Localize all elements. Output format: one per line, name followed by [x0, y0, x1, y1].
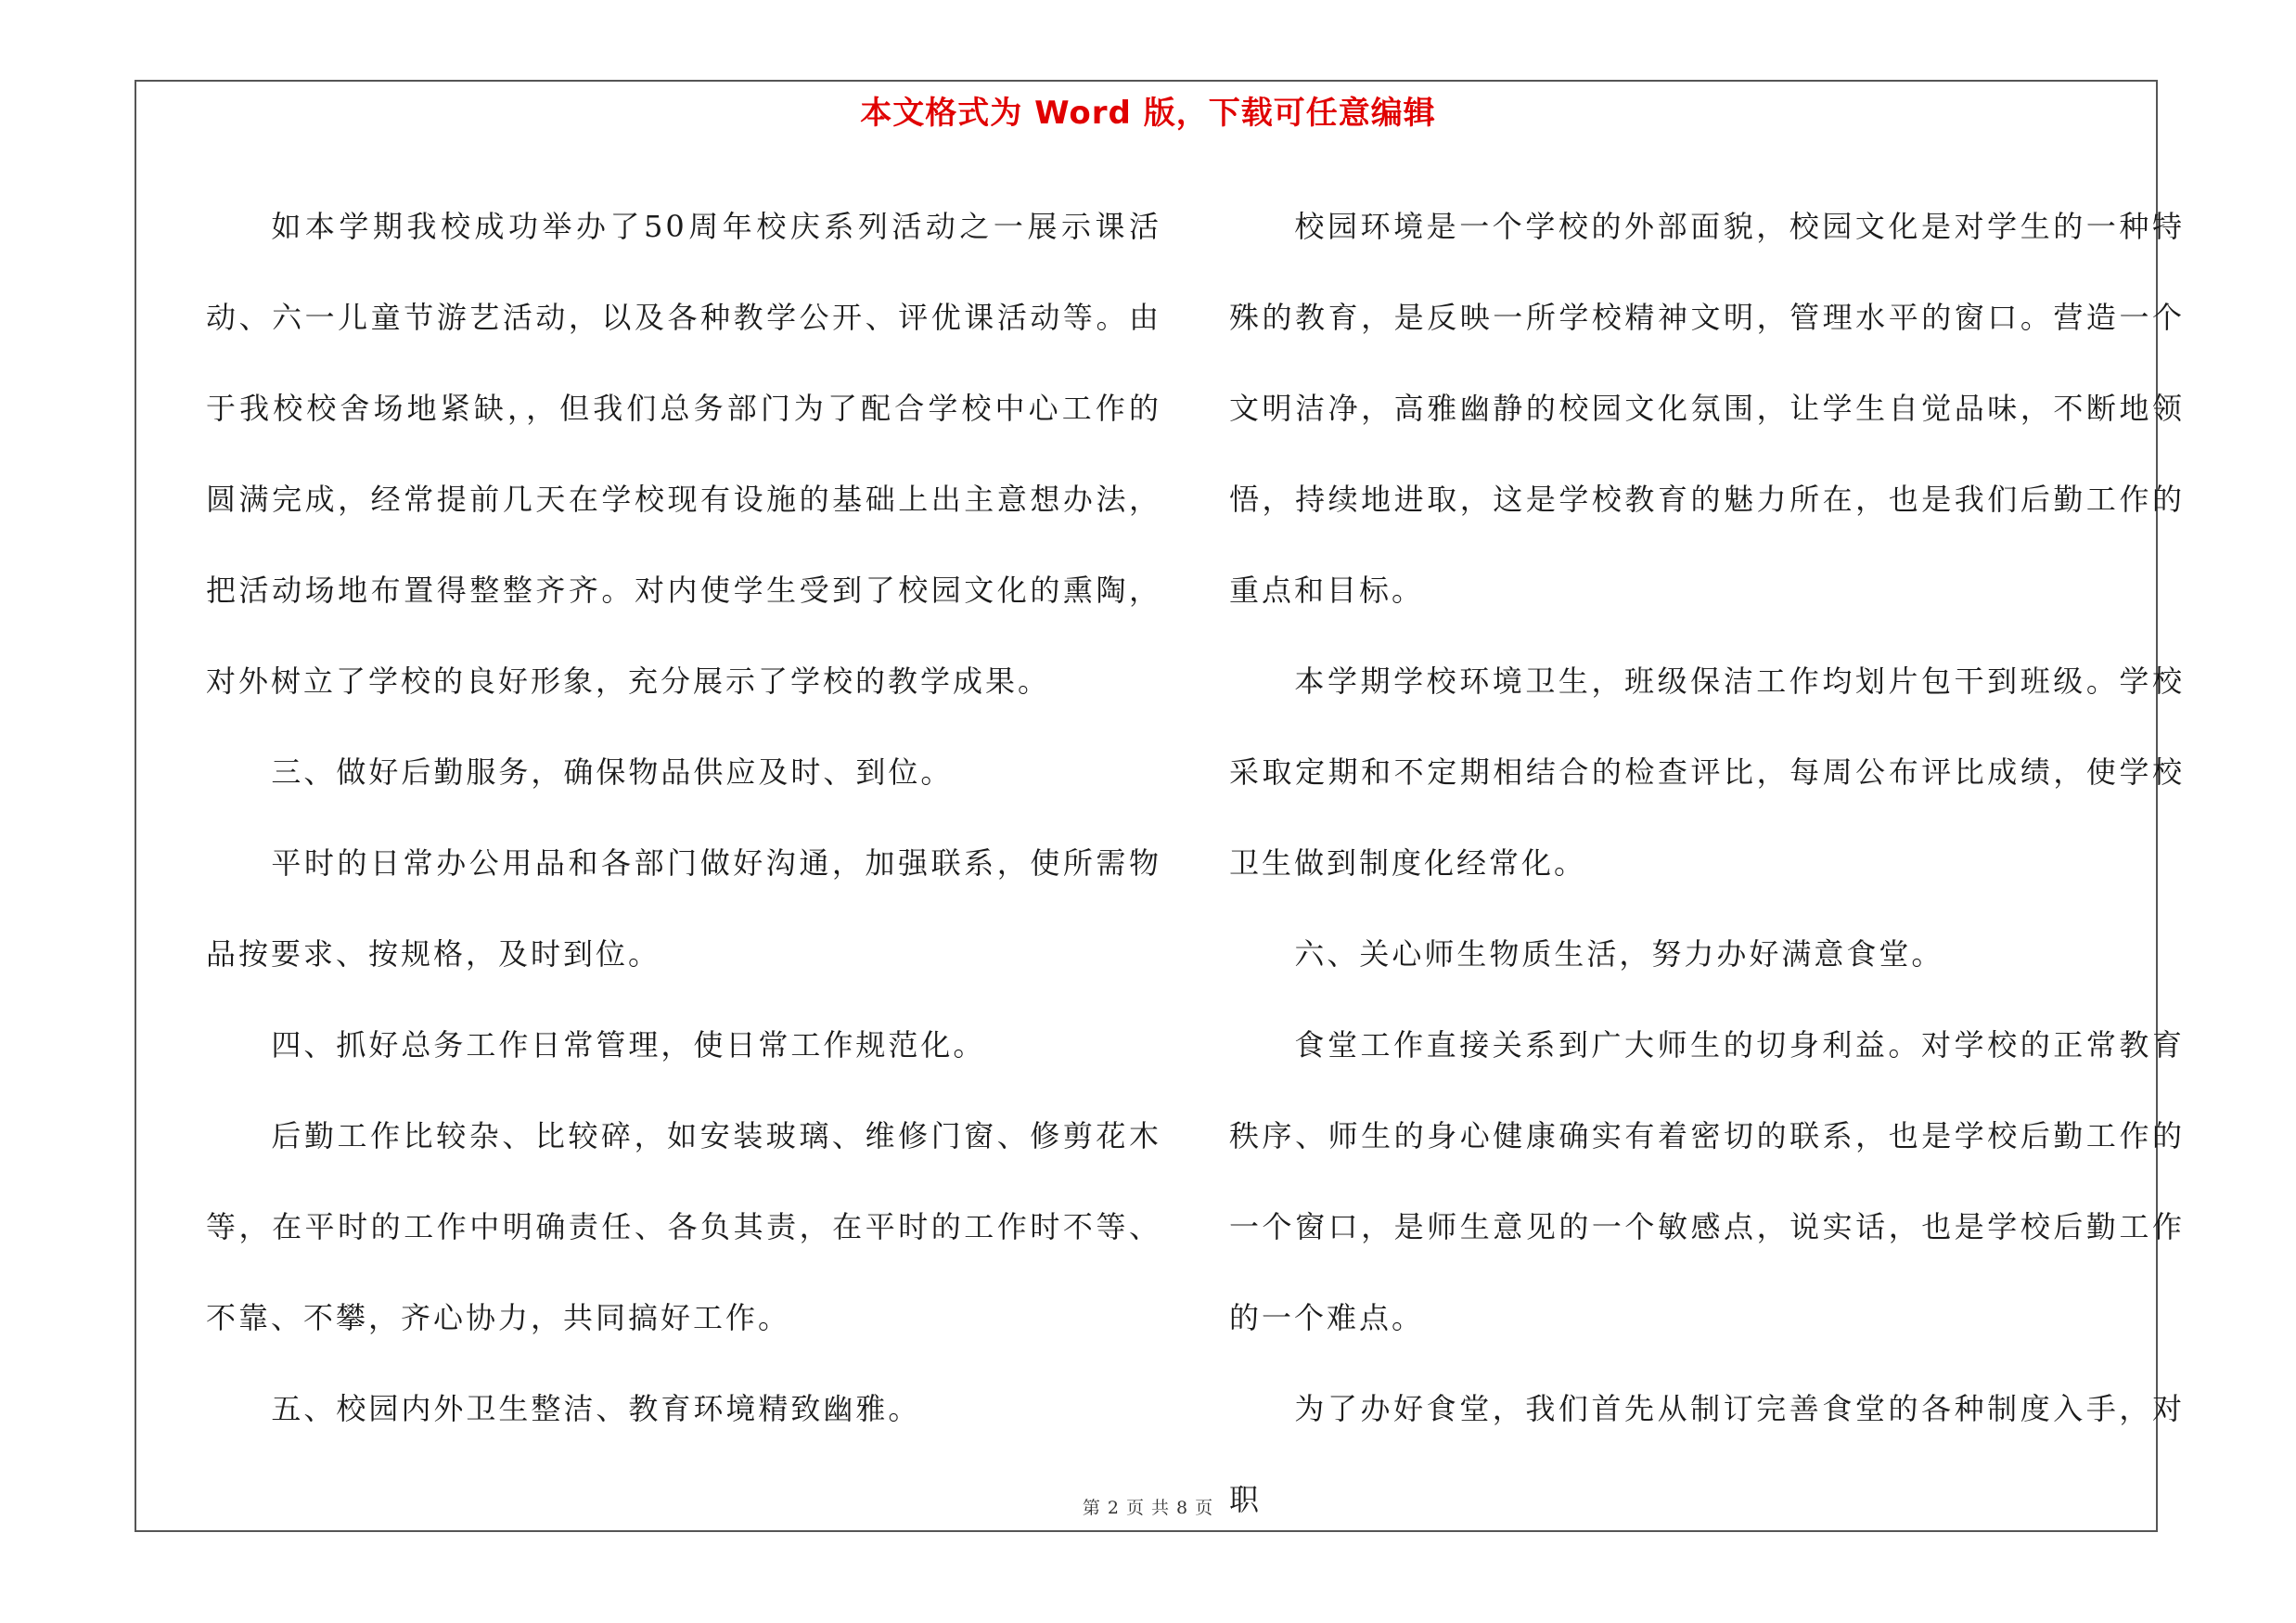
format-banner: 本文格式为 Word 版，下载可任意编辑: [860, 95, 1436, 132]
paragraph: 平时的日常办公用品和各部门做好沟通，加强联系，使所需物品按要求、按规格，及时到位。: [206, 845, 1161, 972]
paragraph: 食堂工作直接关系到广大师生的切身利益。对学校的正常教育秩序、师生的身心健康确实有着密切的联系，也是学校后勤工作的一个窗口，是师生意见的一个敏感点，说实话，也是学校后勤工作的一个难点。: [1229, 1027, 2185, 1335]
section-heading: 五、校园内外卫生整洁、教育环境精致幽雅。: [271, 1391, 921, 1426]
paragraph: 校园环境是一个学校的外部面貌，校园文化是对学生的一种特殊的教育，是反映一所学校精神文明，管理水平的窗口。营造一个文明洁净，高雅幽静的校园文化氛围，让学生自觉品味，不断地领悟，持续地进取，这是学校教育的魅力所在，也是我们后勤工作的重点和目标。: [1229, 209, 2185, 608]
paragraph: 本学期学校环境卫生，班级保洁工作均划片包干到班级。学校采取定期和不定期相结合的检查评比，每周公布评比成绩，使学校卫生做到制度化经常化。: [1229, 663, 2185, 881]
paragraph: 后勤工作比较杂、比较碎，如安装玻璃、维修门窗、修剪花木等，在平时的工作中明确责任、各负其责，在平时的工作时不等、不靠、不攀，齐心协力，共同搞好工作。: [206, 1118, 1161, 1335]
page-number: 第 2 页 共 8 页: [1082, 1498, 1214, 1518]
section-heading: 六、关心师生物质生活，努力办好满意食堂。: [1294, 936, 1944, 972]
section-heading: 三、做好后勤服务，确保物品供应及时、到位。: [271, 754, 954, 790]
section-heading: 四、抓好总务工作日常管理，使日常工作规范化。: [271, 1027, 986, 1063]
paragraph: 为了办好食堂，我们首先从制订完善食堂的各种制度入手，对职: [1229, 1391, 2185, 1517]
right-column: [1229, 181, 2185, 1545]
paragraph: 如本学期我校成功举办了50周年校庆系列活动之一展示课活动、六一儿童节游艺活动，以及各种教学公开、评优课活动等。由于我校校舍场地紧缺，，但我们总务部门为了配合学校中心工作的圆满完成，经常提前几天在学校现有设施的基础上出主意想办法，把活动场地布置得整整齐齐。对内使学生受到了校园文化的熏陶，对外树立了学校的良好形象，充分展示了学校的教学成果。: [206, 209, 1161, 699]
left-column: [206, 181, 1161, 1454]
